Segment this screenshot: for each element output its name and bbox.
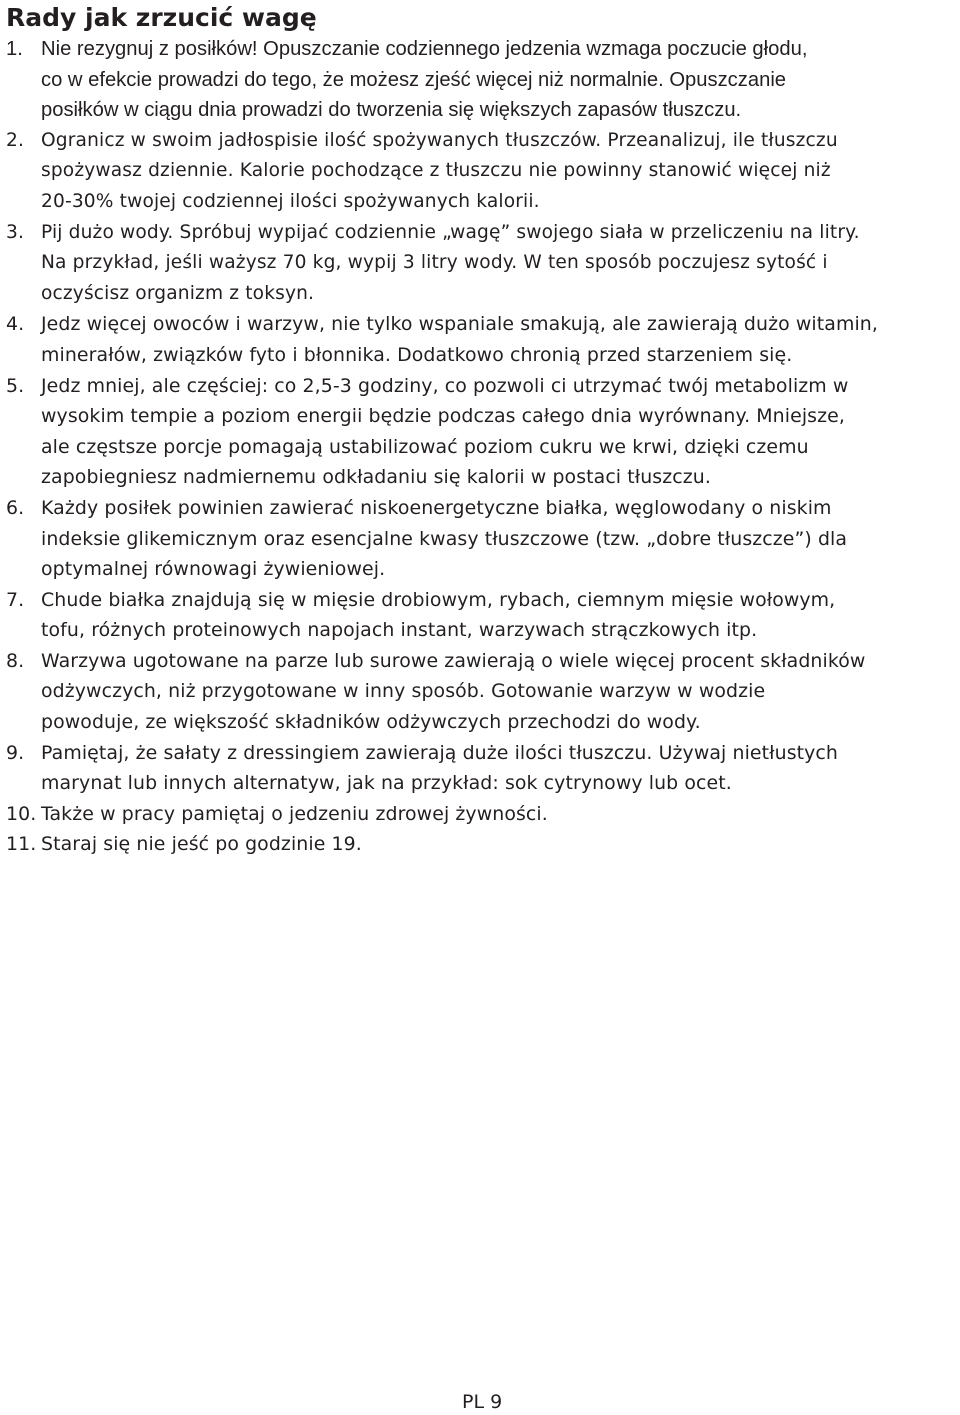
list-item-5 xyxy=(6,371,956,493)
item-number: 4. xyxy=(6,313,25,336)
item-text-line: marynat lub innych alternatyw, jak na przykład: sok cytrynowy lub ocet. xyxy=(41,772,732,795)
item-text-line: Każdy posiłek powinien zawierać niskoenergetyczne białka, węglowodany o niskim xyxy=(41,496,832,519)
list-item-10 xyxy=(6,799,956,830)
item-number: 6. xyxy=(6,496,25,519)
item-text-line: minerałów, związków fyto i błonnika. Dodatkowo chronią przed starzeniem się. xyxy=(41,343,793,366)
item-text-line: powoduje, ze większość składników odżywczych przechodzi do wody. xyxy=(41,711,701,734)
item-text-line: Jedz więcej owoców i warzyw, nie tylko wspaniale smakują, ale zawierają dużo witamin, xyxy=(41,313,878,336)
tips-list xyxy=(6,34,956,860)
item-number: 9. xyxy=(6,741,25,764)
item-number: 8. xyxy=(6,649,25,672)
item-number: 11. xyxy=(6,833,37,856)
item-text-line: zapobiegniesz nadmiernemu odkładaniu się kalorii w postaci tłuszczu. xyxy=(41,466,711,489)
item-text-line: Chude białka znajdują się w mięsie drobiowym, rybach, ciemnym mięsie wołowym, xyxy=(41,588,836,611)
list-item-3 xyxy=(6,218,956,310)
list-item-9 xyxy=(6,738,956,799)
page-number: PL 9 xyxy=(462,1391,503,1413)
item-number: 5. xyxy=(6,374,25,397)
item-text-line: oczyścisz organizm z toksyn. xyxy=(41,282,315,304)
list-item-1 xyxy=(6,34,956,126)
item-text-line: Pamiętaj, że sałaty z dressingiem zawierają duże ilości tłuszczu. Używaj nietłustych xyxy=(41,741,838,764)
list-item-6 xyxy=(6,493,956,585)
list-item-2 xyxy=(6,126,956,218)
item-text-line: 20-30% twojej codziennej ilości spożywanych kalorii. xyxy=(41,190,540,212)
item-number: 7. xyxy=(6,588,25,611)
item-text-line: Jedz mniej, ale częściej: co 2,5-3 godziny, co pozwoli ci utrzymać twój metabolizm w xyxy=(41,374,849,397)
item-text-line: optymalnej równowagi żywieniowej. xyxy=(41,558,386,581)
item-text-line: odżywczych, niż przygotowane w inny sposób. Gotowanie warzyw w wodzie xyxy=(41,680,766,703)
item-text-line: indeksie glikemicznym oraz esencjalne kwasy tłuszczowe (tzw. „dobre tłuszcze”) dla xyxy=(41,527,848,550)
item-text-line: co w efekcie prowadzi do tego, że możesz zjeść więcej niż normalnie. Opuszczanie xyxy=(41,68,787,91)
page-title: Rady jak zrzucić wagę xyxy=(6,3,317,32)
item-text-line: wysokim tempie a poziom energii będzie podczas całego dnia wyrównany. Mniejsze, xyxy=(41,405,845,428)
list-item-11 xyxy=(6,829,956,860)
list-item-4 xyxy=(6,309,956,370)
list-item-7 xyxy=(6,585,956,646)
item-number: 1. xyxy=(6,38,23,60)
item-text-line: posiłków w ciągu dnia prowadzi do tworzenia się większych zapasów tłuszczu. xyxy=(41,99,742,122)
item-text-line: spożywasz dziennie. Kalorie pochodzące z tłuszczu nie powinny stanowić więcej niż xyxy=(41,160,831,182)
item-text-line: Także w pracy pamiętaj o jedzeniu zdrowej żywności. xyxy=(41,802,548,825)
item-number: 3. xyxy=(6,221,25,243)
item-text-line: Ogranicz w swoim jadłospisie ilość spożywanych tłuszczów. Przeanalizuj, ile tłuszczu xyxy=(41,129,838,151)
item-text-line: Staraj się nie jeść po godzinie 19. xyxy=(41,833,362,856)
item-text-line: Nie rezygnuj z posiłków! Opuszczanie codziennego jedzenia wzmaga poczucie głodu, xyxy=(41,38,808,60)
item-text-line: ale częstsze porcje pomagają ustabilizować poziom cukru we krwi, dzięki czemu xyxy=(41,435,809,458)
item-text-line: Pij dużo wody. Spróbuj wypijać codziennie „wagę” swojego siała w przeliczeniu na litry. xyxy=(41,221,860,243)
list-item-8 xyxy=(6,646,956,738)
item-text-line: Warzywa ugotowane na parze lub surowe zawierają o wiele więcej procent składników xyxy=(41,649,866,672)
item-number: 2. xyxy=(6,129,25,151)
item-text-line: tofu, różnych proteinowych napojach instant, warzywach strączkowych itp. xyxy=(41,619,758,642)
item-text-line: Na przykład, jeśli ważysz 70 kg, wypij 3 litry wody. W ten sposób poczujesz sytość i xyxy=(41,252,828,274)
item-number: 10. xyxy=(6,802,37,825)
